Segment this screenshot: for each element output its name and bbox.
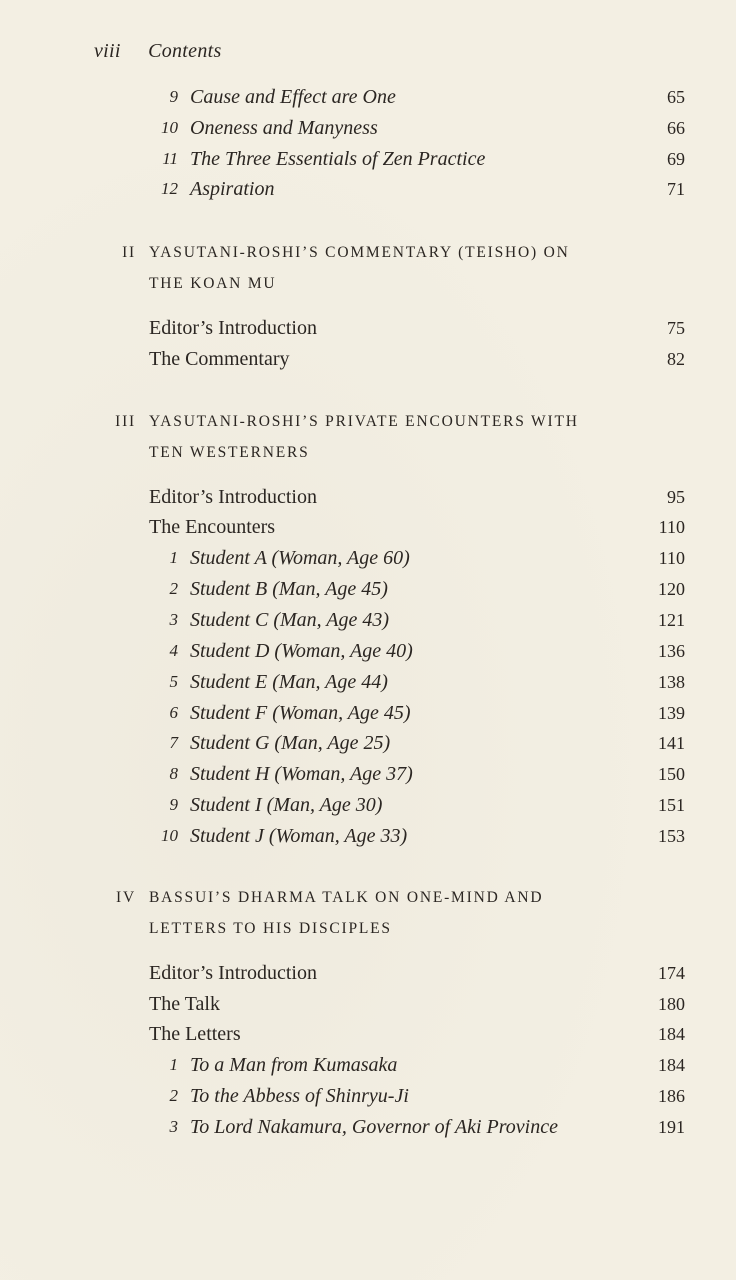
toc-entry: 3 To Lord Nakamura, Governor of Aki Province 191: [169, 1116, 685, 1138]
toc-entry: 5 Student E (Man, Age 44) 138: [169, 671, 685, 693]
contents-page: viii Contents 9 Cause and Effect are One 65 10 Oneness and Manyness 66 11 The Three Essentials of Zen Practice 69 12 Aspiration 71 II YASUTANI-ROSHI’S COMMENTARY (TEISHO) ON THE KOAN MU Editor’s Introduction 75 The Commentary 82 III YASUTANI-ROSHI’S PRIVATE ENCOUNTERS WITH TEN WESTERNERS Editor’s Introduction 95 The Encounters 110 1 Student A (Woman, Age 60) 110 2 Student B (Man, Age 45) 120 3 Student C (Man, Age 43) 121 4 Student D (Woman, Age 40) 136 5 Student E (Man, Age 44) 138 6 Student F (Woman, Age 45) 139 7 Student G (Man, Age 25) 141 8 Student H (Woman, Age 37) 150 9 Student I (Man, Age 30) 151 10 Student J (Woman, Age 33) 153 IV BASSUI’S DHARMA TALK ON ONE-MIND AND LETTERS TO HIS DISCIPLES Editor’s Introduction 174 The Talk 180 The Letters 184 1 To a Man from Kumasaka 184 2 To the Abbess of Shinryu-Ji 186 3 To Lord Nakamura, Governor of Aki Province 191: [0, 0, 736, 1280]
toc-entry: Editor’s Introduction 75: [149, 317, 685, 339]
toc-entry: 9 Cause and Effect are One 65: [169, 86, 685, 108]
toc-entry: 9 Student I (Man, Age 30) 151: [169, 794, 685, 816]
toc-entry: 2 Student B (Man, Age 45) 120: [169, 578, 685, 600]
toc-entry: The Encounters 110: [149, 516, 685, 538]
folio: viii: [94, 40, 121, 62]
toc-entry: 1 To a Man from Kumasaka 184: [169, 1054, 685, 1076]
toc-entry: The Letters 184: [149, 1023, 685, 1045]
toc-entry: 7 Student G (Man, Age 25) 141: [169, 732, 685, 754]
toc-entry: 4 Student D (Woman, Age 40) 136: [169, 640, 685, 662]
toc-entry: 3 Student C (Man, Age 43) 121: [169, 609, 685, 631]
running-head: [94, 40, 222, 63]
toc-entry: 11 The Three Essentials of Zen Practice 69: [162, 148, 685, 170]
toc-entry: The Talk 180: [149, 993, 685, 1015]
toc-entry: The Commentary 82: [149, 348, 685, 370]
toc-entry: Editor’s Introduction 174: [149, 962, 685, 984]
toc-entry: 1 Student A (Woman, Age 60) 110: [169, 547, 685, 569]
toc-entry: 10 Oneness and Manyness 66: [161, 117, 685, 139]
toc-entry: 6 Student F (Woman, Age 45) 139: [169, 702, 685, 724]
toc-entry: 2 To the Abbess of Shinryu-Ji 186: [169, 1085, 685, 1107]
toc-entry: Editor’s Introduction 95: [149, 486, 685, 508]
toc-entry: 12 Aspiration 71: [161, 178, 685, 200]
running-head-title: Contents: [148, 40, 222, 62]
toc-entry: 10 Student J (Woman, Age 33) 153: [161, 825, 685, 847]
toc-entry: 8 Student H (Woman, Age 37) 150: [169, 763, 685, 785]
